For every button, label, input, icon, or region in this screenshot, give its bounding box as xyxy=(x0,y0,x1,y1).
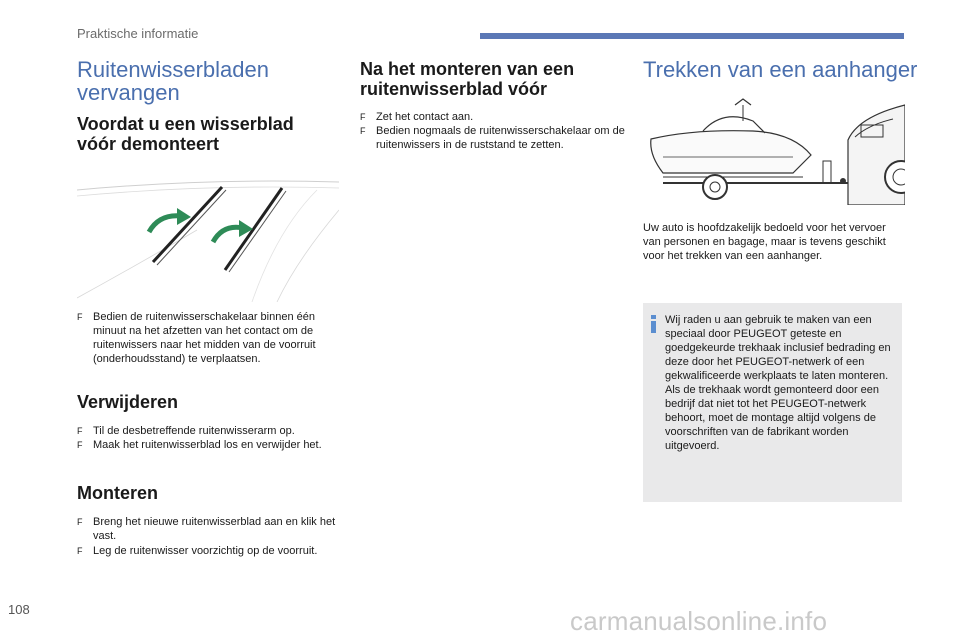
bullet-marker: F xyxy=(77,312,83,322)
mount-heading: Monteren xyxy=(77,483,158,503)
header-bar xyxy=(480,33,904,39)
after-heading-line1: Na het monteren van een xyxy=(360,59,575,79)
bullet-marker: F xyxy=(77,517,83,527)
info-box-text: Wij raden u aan gebruik te maken van een speciaal door PEUGEOT geteste en goedgekeurde trekhaak inclusief bedrading en deze door het PEUGEOT-netwerk of een gekwalificeerde werkplaats te laten monteren. Als de trekhaak wordt gemonteerd door een bedrijf dat niet tot het PEUGEOT-netwerk behoort, moet de montage altijd volgens de voorschriften van de fabrikant worden uitgevoerd. xyxy=(665,314,891,452)
bullet-marker: F xyxy=(77,426,83,436)
info-icon xyxy=(651,315,656,333)
info-box xyxy=(643,303,902,502)
section-header: Praktische informatie xyxy=(77,26,199,41)
wiper-blade-right xyxy=(225,188,286,272)
towing-intro: Uw auto is hoofdzakelijk bedoeld voor het vervoer van personen en bagage, maar is tevens geschikt voor het trekken van een aanhanger. xyxy=(643,222,886,262)
after-bullet-2: F Bedien nogmaals de ruitenwisserschakelaar om de ruitenwissers in de ruststand te zetten. xyxy=(360,125,625,151)
remove-bullet-2: F Maak het ruitenwisserblad los en verwijder het. xyxy=(77,439,322,451)
mount-bullet-2: F Leg de ruitenwisser voorzichtig op de voorruit. xyxy=(77,545,318,557)
remove-bullet-1: F Til de desbetreffende ruitenwisserarm op. xyxy=(77,425,295,437)
page-title-line1: Ruitenwisserbladen xyxy=(77,57,269,82)
mount-bullet-1: F Breng het nieuwe ruitenwisserblad aan en klik het vast. xyxy=(77,516,336,542)
before-heading-line2: vóór demonteert xyxy=(77,134,220,154)
remove-heading: Verwijderen xyxy=(77,392,179,412)
windshield-wiper-illustration xyxy=(77,170,339,302)
page-title-line2: vervangen xyxy=(77,80,180,105)
after-bullet-1: F Zet het contact aan. xyxy=(360,111,474,123)
bullet-marker: F xyxy=(77,440,83,450)
before-heading-line1: Voordat u een wisserblad xyxy=(77,114,294,134)
towing-title: Trekken van een aanhanger xyxy=(643,57,918,82)
bullet-marker: F xyxy=(77,546,83,556)
trailer-illustration xyxy=(643,95,905,205)
wiper-blade-left xyxy=(153,187,226,265)
bullet-marker: F xyxy=(360,112,366,122)
after-heading-line2: ruitenwisserblad vóór xyxy=(360,79,548,99)
watermark: carmanualsonline.info xyxy=(570,606,828,636)
page-number: 108 xyxy=(8,602,30,617)
before-bullet: F Bedien de ruitenwisserschakelaar binnen één minuut na het afzetten van het contact om de ruitenwissers naar het midden van de voorruit (onderhoudsstand) te verplaatsen. xyxy=(77,311,316,365)
bullet-marker: F xyxy=(360,126,366,136)
